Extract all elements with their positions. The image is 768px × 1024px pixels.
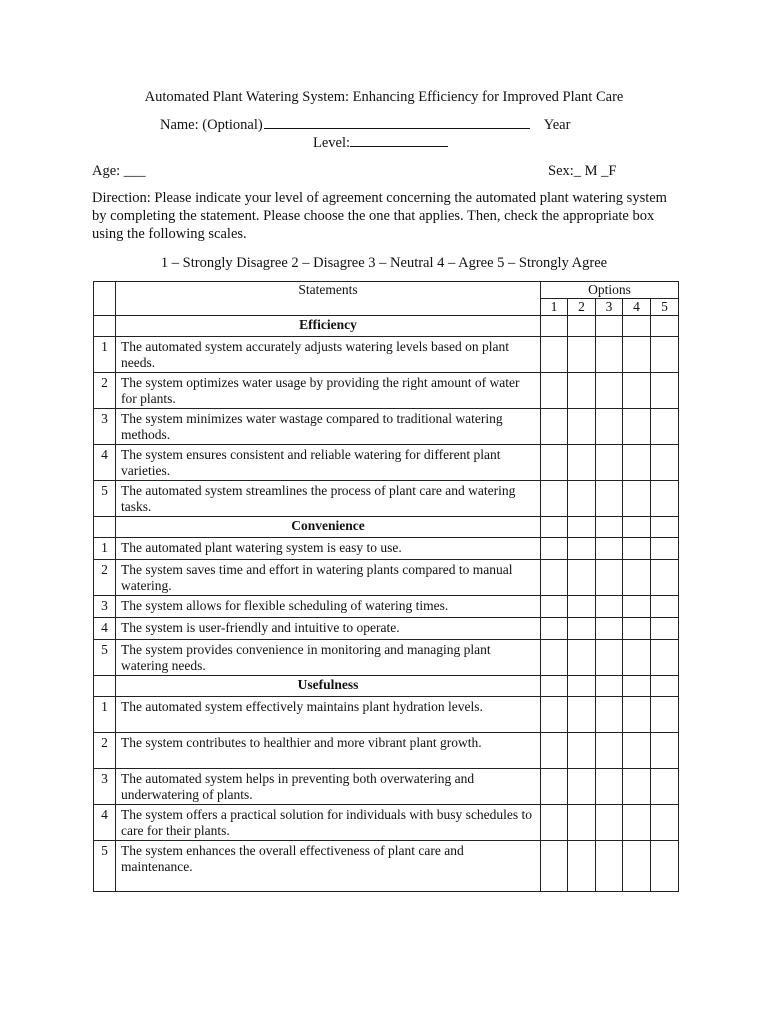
rating-checkbox-cell[interactable] (651, 618, 679, 640)
rating-checkbox-cell[interactable] (568, 560, 596, 596)
name-field-line (160, 116, 620, 134)
rating-checkbox-cell[interactable] (596, 618, 623, 640)
statement-text: The automated plant watering system is easy to use. (116, 538, 541, 560)
rating-checkbox-cell[interactable] (651, 596, 679, 618)
table-row (94, 697, 679, 733)
rating-checkbox-cell[interactable] (596, 640, 623, 676)
section-option-cell (541, 676, 568, 697)
section-option-cell (541, 517, 568, 538)
item-number: 1 (94, 337, 116, 373)
statement-text: The system offers a practical solution for individuals with busy schedules to care for their plants. (116, 805, 541, 841)
rating-checkbox-cell[interactable] (568, 733, 596, 769)
rating-checkbox-cell[interactable] (596, 560, 623, 596)
statement-text: The system is user-friendly and intuitive to operate. (116, 618, 541, 640)
rating-checkbox-cell[interactable] (651, 409, 679, 445)
rating-checkbox-cell[interactable] (651, 445, 679, 481)
rating-checkbox-cell[interactable] (541, 337, 568, 373)
level-blank[interactable] (350, 134, 448, 147)
table-row (94, 618, 679, 640)
rating-checkbox-cell[interactable] (568, 481, 596, 517)
statement-text: The automated system effectively maintains plant hydration levels. (116, 697, 541, 733)
rating-checkbox-cell[interactable] (568, 373, 596, 409)
rating-checkbox-cell[interactable] (568, 769, 596, 805)
rating-checkbox-cell[interactable] (568, 445, 596, 481)
document-title: Automated Plant Watering System: Enhancing Efficiency for Improved Plant Care (144, 89, 624, 105)
option-header-3: 3 (596, 299, 623, 316)
sex-field[interactable]: Sex:_ M _F (548, 163, 617, 179)
table-header-row (94, 282, 679, 299)
rating-checkbox-cell[interactable] (623, 841, 651, 892)
statement-text: The automated system streamlines the process of plant care and watering tasks. (116, 481, 541, 517)
rating-checkbox-cell[interactable] (651, 805, 679, 841)
section-option-cell (623, 316, 651, 337)
rating-scale-legend: 1 – Strongly Disagree 2 – Disagree 3 – Neutral 4 – Agree 5 – Strongly Agree (160, 255, 608, 271)
rating-checkbox-cell[interactable] (596, 805, 623, 841)
table-row (94, 445, 679, 481)
level-field-line (313, 134, 448, 152)
statement-text: The system enhances the overall effectiveness of plant care and maintenance. (116, 841, 541, 892)
rating-checkbox-cell[interactable] (623, 409, 651, 445)
rating-checkbox-cell[interactable] (596, 733, 623, 769)
rating-checkbox-cell[interactable] (651, 733, 679, 769)
rating-checkbox-cell[interactable] (568, 409, 596, 445)
statement-text: The system allows for flexible scheduling of watering times. (116, 596, 541, 618)
section-option-cell (596, 676, 623, 697)
table-row (94, 640, 679, 676)
section-option-cell (623, 517, 651, 538)
table-row (94, 560, 679, 596)
rating-checkbox-cell[interactable] (541, 618, 568, 640)
rating-checkbox-cell[interactable] (541, 409, 568, 445)
rating-checkbox-cell[interactable] (651, 560, 679, 596)
rating-checkbox-cell[interactable] (651, 640, 679, 676)
number-header-cell (94, 282, 116, 316)
rating-checkbox-cell[interactable] (541, 640, 568, 676)
rating-checkbox-cell[interactable] (541, 445, 568, 481)
item-number: 2 (94, 560, 116, 596)
age-field[interactable]: Age: ___ (92, 163, 146, 179)
survey-table (93, 281, 679, 892)
name-blank[interactable] (264, 116, 530, 129)
rating-checkbox-cell[interactable] (541, 373, 568, 409)
rating-checkbox-cell[interactable] (623, 445, 651, 481)
section-option-cell (568, 676, 596, 697)
rating-checkbox-cell[interactable] (541, 733, 568, 769)
item-number: 3 (94, 409, 116, 445)
item-number: 1 (94, 538, 116, 560)
option-header-5: 5 (651, 299, 679, 316)
item-number: 5 (94, 481, 116, 517)
rating-checkbox-cell[interactable] (623, 337, 651, 373)
section-option-cell (568, 517, 596, 538)
section-option-cell (596, 517, 623, 538)
section-heading: Usefulness (116, 676, 541, 697)
section-heading: Efficiency (116, 316, 541, 337)
rating-checkbox-cell[interactable] (623, 733, 651, 769)
rating-checkbox-cell[interactable] (541, 481, 568, 517)
item-number: 1 (94, 697, 116, 733)
rating-checkbox-cell[interactable] (568, 596, 596, 618)
table-row (94, 769, 679, 805)
rating-checkbox-cell[interactable] (623, 538, 651, 560)
item-number: 5 (94, 640, 116, 676)
item-number: 5 (94, 841, 116, 892)
rating-checkbox-cell[interactable] (651, 481, 679, 517)
rating-checkbox-cell[interactable] (568, 538, 596, 560)
rating-checkbox-cell[interactable] (623, 481, 651, 517)
item-number: 2 (94, 733, 116, 769)
section-heading: Convenience (116, 517, 541, 538)
statement-text: The system provides convenience in monitoring and managing plant watering needs. (116, 640, 541, 676)
rating-checkbox-cell[interactable] (651, 538, 679, 560)
section-row (94, 676, 679, 697)
item-number: 4 (94, 805, 116, 841)
rating-checkbox-cell[interactable] (596, 697, 623, 733)
rating-checkbox-cell[interactable] (541, 538, 568, 560)
section-number-cell (94, 676, 116, 697)
statement-text: The system optimizes water usage by providing the right amount of water for plants. (116, 373, 541, 409)
statement-text: The system ensures consistent and reliable watering for different plant varieties. (116, 445, 541, 481)
rating-checkbox-cell[interactable] (541, 769, 568, 805)
rating-checkbox-cell[interactable] (623, 596, 651, 618)
rating-checkbox-cell[interactable] (596, 445, 623, 481)
section-option-cell (568, 316, 596, 337)
rating-checkbox-cell[interactable] (596, 481, 623, 517)
section-number-cell (94, 517, 116, 538)
year-label: Year (543, 117, 571, 133)
statements-header: Statements (116, 282, 541, 316)
section-option-cell (651, 517, 679, 538)
section-number-cell (94, 316, 116, 337)
option-header-2: 2 (568, 299, 596, 316)
rating-checkbox-cell[interactable] (651, 841, 679, 892)
rating-checkbox-cell[interactable] (596, 841, 623, 892)
rating-checkbox-cell[interactable] (623, 618, 651, 640)
item-number: 3 (94, 596, 116, 618)
rating-checkbox-cell[interactable] (623, 640, 651, 676)
rating-checkbox-cell[interactable] (596, 373, 623, 409)
table-row (94, 481, 679, 517)
item-number: 4 (94, 618, 116, 640)
item-number: 2 (94, 373, 116, 409)
section-row (94, 316, 679, 337)
table-row (94, 373, 679, 409)
statement-text: The system minimizes water wastage compared to traditional watering methods. (116, 409, 541, 445)
rating-checkbox-cell[interactable] (568, 337, 596, 373)
rating-checkbox-cell[interactable] (541, 841, 568, 892)
section-option-cell (596, 316, 623, 337)
rating-checkbox-cell[interactable] (541, 697, 568, 733)
section-option-cell (541, 316, 568, 337)
table-row (94, 805, 679, 841)
statement-text: The automated system accurately adjusts watering levels based on plant needs. (116, 337, 541, 373)
item-number: 4 (94, 445, 116, 481)
section-option-cell (623, 676, 651, 697)
table-row (94, 337, 679, 373)
rating-checkbox-cell[interactable] (541, 596, 568, 618)
rating-checkbox-cell[interactable] (623, 769, 651, 805)
rating-checkbox-cell[interactable] (596, 538, 623, 560)
level-label: Level: (313, 135, 351, 151)
rating-checkbox-cell[interactable] (623, 560, 651, 596)
rating-checkbox-cell[interactable] (596, 337, 623, 373)
rating-checkbox-cell[interactable] (623, 373, 651, 409)
rating-checkbox-cell[interactable] (541, 805, 568, 841)
table-row (94, 733, 679, 769)
item-number: 3 (94, 769, 116, 805)
rating-checkbox-cell[interactable] (568, 805, 596, 841)
rating-checkbox-cell[interactable] (568, 841, 596, 892)
statement-text: The system saves time and effort in watering plants compared to manual watering. (116, 560, 541, 596)
section-option-cell (651, 676, 679, 697)
rating-checkbox-cell[interactable] (651, 373, 679, 409)
rating-checkbox-cell[interactable] (623, 697, 651, 733)
rating-checkbox-cell[interactable] (568, 640, 596, 676)
table-row (94, 841, 679, 892)
rating-checkbox-cell[interactable] (568, 697, 596, 733)
rating-checkbox-cell[interactable] (541, 560, 568, 596)
section-row (94, 517, 679, 538)
statement-text: The system contributes to healthier and more vibrant plant growth. (116, 733, 541, 769)
rating-checkbox-cell[interactable] (623, 805, 651, 841)
rating-checkbox-cell[interactable] (568, 618, 596, 640)
rating-checkbox-cell[interactable] (651, 337, 679, 373)
rating-checkbox-cell[interactable] (596, 409, 623, 445)
table-row (94, 409, 679, 445)
option-header-4: 4 (623, 299, 651, 316)
section-option-cell (651, 316, 679, 337)
statement-text: The automated system helps in preventing both overwatering and underwatering of plants. (116, 769, 541, 805)
name-label: Name: (Optional) (160, 117, 263, 133)
rating-checkbox-cell[interactable] (651, 769, 679, 805)
table-row (94, 538, 679, 560)
directions-paragraph: Direction: Please indicate your level of agreement concerning the automated plant watering system by completing the statement. Please choose the one that applies. Then, check the appropriate box using the following scales. (92, 190, 667, 242)
rating-checkbox-cell[interactable] (596, 769, 623, 805)
rating-checkbox-cell[interactable] (596, 596, 623, 618)
options-header: Options (541, 282, 679, 299)
table-row (94, 596, 679, 618)
rating-checkbox-cell[interactable] (651, 697, 679, 733)
option-header-1: 1 (541, 299, 568, 316)
